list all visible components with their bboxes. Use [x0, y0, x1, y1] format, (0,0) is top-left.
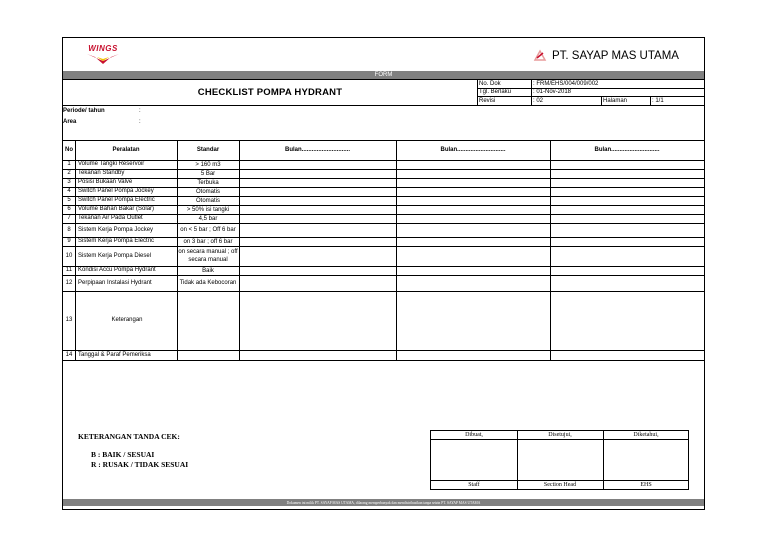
row-peralatan: Switch Panel Pompa Electric	[78, 197, 155, 203]
sig-role-section-head: Section Head	[543, 481, 577, 488]
check-cell-bulan-1[interactable]	[240, 266, 395, 275]
sig-header-dibuat: Dibuat,	[465, 432, 483, 438]
check-cell-bulan-1[interactable]	[240, 237, 395, 246]
check-cell-bulan-1[interactable]	[240, 291, 395, 350]
row-no: 4	[67, 188, 71, 194]
doc-value-no: : FRM/EHS/004/009/002	[533, 80, 599, 87]
check-cell-bulan-3[interactable]	[551, 350, 703, 360]
footer-bar	[63, 499, 704, 506]
form-label: FORM	[374, 72, 393, 78]
col-header-bulan-2: Bulan.............................	[440, 146, 506, 153]
row-no: 13	[65, 317, 73, 323]
row-standar: Baik	[202, 267, 214, 274]
row-standar: on 3 bar ; off 6 bar	[183, 238, 233, 245]
row-no: 3	[67, 179, 71, 185]
check-cell-bulan-3[interactable]	[551, 196, 703, 205]
legend-baik: B : BAIK / SESUAI	[91, 450, 155, 459]
check-cell-bulan-2[interactable]	[397, 160, 549, 169]
doc-label-no: No. Dok	[479, 80, 501, 87]
check-cell-bulan-2[interactable]	[397, 237, 549, 246]
check-cell-bulan-1[interactable]	[240, 169, 395, 178]
check-cell-bulan-2[interactable]	[397, 196, 549, 205]
check-cell-bulan-1[interactable]	[240, 205, 395, 214]
row-no: 7	[67, 215, 71, 221]
doc-value-tgl: : 01-Nov-2018	[533, 89, 572, 95]
row-no: 2	[67, 170, 71, 176]
row-no: 11	[65, 267, 73, 273]
legend-title: KETERANGAN TANDA CEK:	[78, 432, 180, 441]
row-peralatan: Perpipaan Instalasi Hydrant	[78, 279, 152, 286]
check-cell-bulan-2[interactable]	[397, 246, 549, 266]
row-no: 14	[65, 351, 73, 358]
row-peralatan: Volume Bahan Bakar (Solar)	[78, 206, 155, 212]
check-cell-bulan-1[interactable]	[240, 187, 395, 196]
col-header-bulan-1: Bulan.............................	[284, 146, 350, 153]
check-cell-bulan-1[interactable]	[240, 160, 395, 169]
signature-block	[430, 430, 689, 490]
sig-role-ehs: EHS	[640, 481, 652, 488]
check-cell-bulan-1[interactable]	[240, 196, 395, 205]
check-cell-bulan-3[interactable]	[551, 169, 703, 178]
check-cell-bulan-1[interactable]	[240, 178, 395, 187]
row-standar: Otomatis	[195, 188, 220, 195]
row-no: 10	[65, 252, 73, 259]
row-standar: Terbuka	[197, 179, 219, 186]
col-header-no: No	[65, 146, 73, 153]
sig-header-diketahui: Diketahui,	[633, 432, 659, 438]
row-peralatan: Volume Tangki Reservoir	[78, 161, 145, 167]
row-peralatan: Sistem Kerja Pompa Diesel	[78, 252, 152, 259]
check-cell-bulan-3[interactable]	[551, 275, 703, 291]
check-cell-bulan-3[interactable]	[551, 187, 703, 196]
col-header-standar: Standar	[196, 146, 220, 153]
row-standar: > 50% isi tangki	[186, 206, 230, 213]
check-cell-bulan-1[interactable]	[240, 275, 395, 291]
row-peralatan: Kondisi Accu Pompa Hydrant	[78, 267, 156, 273]
check-cell-bulan-3[interactable]	[551, 214, 703, 223]
doc-value-revisi: : 02	[533, 97, 544, 104]
periode-label: Periode/ tahun	[63, 108, 105, 114]
legend-rusak: R : RUSAK / TIDAK SESUAI	[91, 460, 189, 469]
periode-colon: :	[139, 108, 141, 114]
check-cell-bulan-3[interactable]	[551, 178, 703, 187]
check-cell-bulan-1[interactable]	[240, 350, 395, 360]
row-peralatan: Tekanan Air Pada Outlet	[78, 215, 143, 221]
check-cell-bulan-1[interactable]	[240, 246, 395, 266]
check-cell-bulan-3[interactable]	[551, 266, 703, 275]
check-cell-bulan-1[interactable]	[240, 214, 395, 223]
row-peralatan: Switch Panel Pompa Jockey	[78, 188, 154, 194]
sig-header-disetujui: Disetujui,	[548, 432, 572, 438]
check-cell-bulan-2[interactable]	[397, 178, 549, 187]
area-colon: :	[139, 119, 141, 125]
row-no: 6	[67, 206, 71, 212]
row-no: 1	[67, 161, 71, 167]
row-standar: on < 5 bar ; Off 6 bar	[180, 227, 236, 233]
check-cell-bulan-3[interactable]	[551, 246, 703, 266]
row-standar	[178, 350, 238, 360]
check-cell-bulan-2[interactable]	[397, 169, 549, 178]
col-header-bulan-3: Bulan.............................	[594, 146, 660, 153]
row-standar: Tidak ada Kebocoran	[179, 280, 237, 286]
row-no: 12	[65, 279, 73, 286]
form-sheet	[62, 37, 705, 510]
row-peralatan: Tekanan Standby	[78, 170, 125, 176]
row-peralatan: Posisi Bukaan Valve	[78, 179, 133, 185]
col-header-peralatan: Peralatan	[112, 146, 140, 153]
row-standar: 5 Bar	[200, 170, 216, 177]
check-cell-bulan-3[interactable]	[551, 160, 703, 169]
row-standar: on secara manual ; off secara manual	[178, 249, 238, 263]
halaman-value: : 1/1	[652, 97, 664, 104]
doc-label-tgl: Tgl. Berlaku	[479, 89, 512, 95]
row-no: 5	[67, 197, 71, 203]
wings-logo-text: WINGS	[88, 44, 118, 53]
row-peralatan: Sistem Kerja Pompa Electric	[78, 238, 155, 244]
row-no: 9	[67, 238, 71, 244]
check-cell-bulan-1[interactable]	[240, 223, 395, 237]
row-standar: 4,5 bar	[198, 215, 218, 222]
check-cell-bulan-2[interactable]	[397, 223, 549, 237]
check-cell-bulan-3[interactable]	[551, 291, 703, 350]
check-cell-bulan-2[interactable]	[397, 350, 549, 360]
check-cell-bulan-2[interactable]	[397, 187, 549, 196]
check-cell-bulan-2[interactable]	[397, 205, 549, 214]
row-no: 8	[67, 226, 71, 233]
sig-role-staff: Staff	[468, 481, 480, 488]
row-standar	[178, 291, 238, 350]
form-title: CHECKLIST POMPA HYDRANT	[197, 87, 343, 98]
check-cell-bulan-3[interactable]	[551, 223, 703, 237]
area-label: Area	[63, 119, 77, 125]
row-peralatan: Sistem Kerja Pompa Jockey	[78, 226, 154, 233]
check-cell-bulan-2[interactable]	[397, 291, 549, 350]
check-cell-bulan-3[interactable]	[551, 205, 703, 214]
doc-label-revisi: Revisi	[479, 97, 496, 104]
check-cell-bulan-2[interactable]	[397, 214, 549, 223]
row-peralatan: Keterangan	[111, 317, 143, 323]
check-cell-bulan-3[interactable]	[551, 237, 703, 246]
halaman-label: Halaman	[603, 97, 628, 104]
row-peralatan: Tanggal & Paraf Pemeriksa	[78, 351, 151, 358]
check-cell-bulan-2[interactable]	[397, 266, 549, 275]
row-standar: > 160 m3	[195, 161, 221, 168]
company-name: PT. SAYAP MAS UTAMA	[552, 50, 679, 62]
row-standar: Otomatis	[195, 197, 220, 204]
footer-note: Dokumen ini milik PT. SAYAP MAS UTAMA, dilarang memperbanyak dan mendistribusikan tanpa seizin PT. SAYAP MAS UTAMA	[286, 500, 481, 505]
check-cell-bulan-2[interactable]	[397, 275, 549, 291]
